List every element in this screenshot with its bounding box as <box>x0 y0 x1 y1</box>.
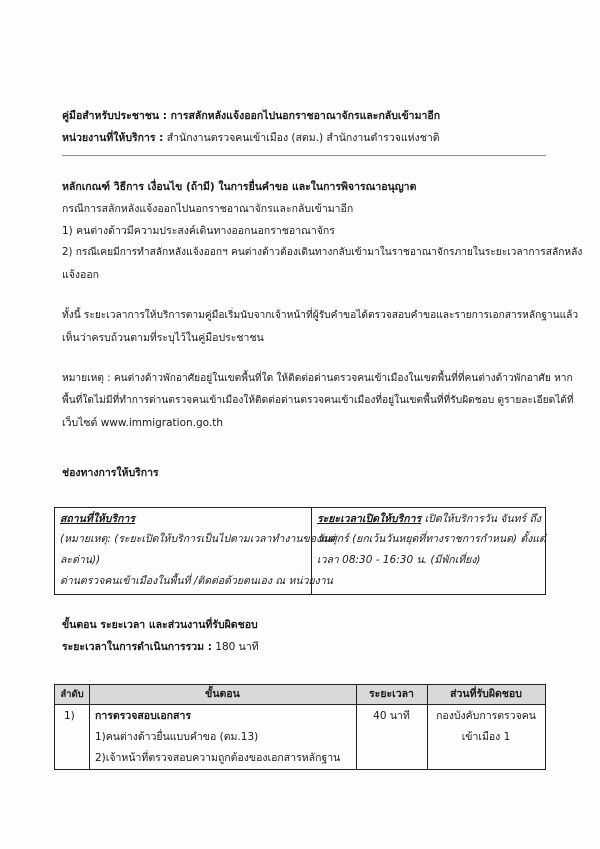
agency-line <box>62 131 440 145</box>
hours-line-2: วันศุกร์ (ยกเว้นวันหยุดที่ทางราชการกำหนด) ตั้งแต่ <box>317 533 546 545</box>
step-duration: 40 นาที <box>373 710 410 722</box>
manual-label: คู่มือสำหรับประชาชน : <box>62 110 167 122</box>
location-cell-label <box>60 509 135 530</box>
timing-note-line-1: ทั้งนี้ ระยะเวลาการให้บริการตามคู่มือเริ่มนับจากเจ้าหน้าที่ผู้รับคำขอได้ตรวจสอบคำขอและรายการเอกสารหลักฐานแล้ว <box>62 310 579 321</box>
column-header-responsible: ส่วนที่รับผิดชอบ <box>450 688 522 700</box>
service-channels-heading: ช่องทางการให้บริการ <box>62 467 159 479</box>
manual-title-line <box>62 109 440 123</box>
criteria-item-2-line-2: แจ้งออก <box>62 269 100 281</box>
step-responsible-line-1: กองบังคับการตรวจคน <box>436 710 536 722</box>
remark-line-1: หมายเหตุ : คนต่างด้าวพักอาศัยอยู่ในเขตพื้นที่ใด ให้ติดต่อด่านตรวจคนเข้าเมืองในเขตพื้นที่ที่คนต่างด้าวพักอาศัย หาก <box>62 373 573 384</box>
procedure-steps-table <box>54 684 546 770</box>
service-channels-table <box>54 507 546 595</box>
location-label: สถานที่ให้บริการ <box>60 513 136 525</box>
hours-label: ระยะเวลาเปิดให้บริการ <box>317 513 422 525</box>
procedure-total-label: ระยะเวลาในการดำเนินการรวม : <box>62 641 212 653</box>
column-header-duration: ระยะเวลา <box>369 688 414 700</box>
criteria-heading: หลักเกณฑ์ วิธีการ เงื่อนไข (ถ้ามี) ในการยื่นคำขอ และในการพิจารณาอนุญาต <box>62 181 417 193</box>
remark-line-2: พื้นที่ใดไม่มีที่ทำการด่านตรวจคนเข้าเมืองให้ติดต่อด่านตรวจคนเข้าเมืองที่อยู่ในเขตพื้นที่ที่รับผิดชอบ ดูรายละเอียดได้ที่ <box>62 395 574 406</box>
timing-note-line-2: เห็นว่าครบถ้วนตามที่ระบุไว้ในคู่มือประชาชน <box>62 332 264 344</box>
remark-line-3: เว็บไซต์ www.immigration.go.th <box>62 417 224 429</box>
step-number: 1) <box>64 710 75 722</box>
location-value: ด่านตรวจคนเข้าเมืองในพื้นที่ /ติดต่อด้วยตนเอง ณ หน่วยงาน <box>60 575 333 587</box>
hours-value-line-1: เปิดให้บริการวัน จันทร์ ถึง <box>424 513 542 525</box>
step-responsible-line-2: เข้าเมือง 1 <box>461 731 511 743</box>
step-title: การตรวจสอบเอกสาร <box>95 710 191 722</box>
step-sub-1: 1)คนต่างด้าวยื่นแบบคำขอ (ตม.13) <box>95 731 259 743</box>
agency-name: สำนักงานตรวจคนเข้าเมือง (สตม.) สำนักงานตำรวจแห่งชาติ <box>166 132 440 144</box>
agency-label: หน่วยงานที่ให้บริการ : <box>62 132 164 144</box>
location-note-line-2: ละด่าน)) <box>60 554 101 566</box>
column-header-no: ลำดับ <box>60 689 84 700</box>
location-note-line-1: (หมายเหตุ: (ระยะเปิดให้บริการเป็นไปตามเวลาทำงานของแต่ <box>60 533 335 545</box>
procedure-total-value: 180 นาที <box>215 641 259 653</box>
manual-title: การสลักหลังแจ้งออกไปนอกราชอาณาจักรและกลับเข้ามาอีก <box>170 110 441 122</box>
column-header-step: ขั้นตอน <box>205 688 240 700</box>
procedure-heading: ขั้นตอน ระยะเวลา และส่วนงานที่รับผิดชอบ <box>62 619 258 631</box>
criteria-item-1: 1) คนต่างด้าวมีความประสงค์เดินทางออกนอกราชอาณาจักร <box>62 225 335 237</box>
procedure-total-line <box>62 640 259 654</box>
header-divider <box>62 155 546 156</box>
hours-line-3: เวลา 08:30 - 16:30 น. (มีพักเที่ยง) <box>317 554 481 566</box>
criteria-item-2-line-1: 2) กรณีเคยมีการทำสลักหลังแจ้งออกฯ คนต่างด้าวต้องเดินทางกลับเข้ามาในราชอาณาจักรภายในระยะเวลาการสลักหลัง <box>62 247 583 258</box>
step-sub-2: 2)เจ้าหน้าที่ตรวจสอบความถูกต้องของเอกสารหลักฐาน <box>95 752 341 764</box>
criteria-case-intro: กรณีการสลักหลังแจ้งออกไปนอกราชอาณาจักรและกลับเข้ามาอีก <box>62 203 354 215</box>
hours-line-1 <box>317 509 541 530</box>
